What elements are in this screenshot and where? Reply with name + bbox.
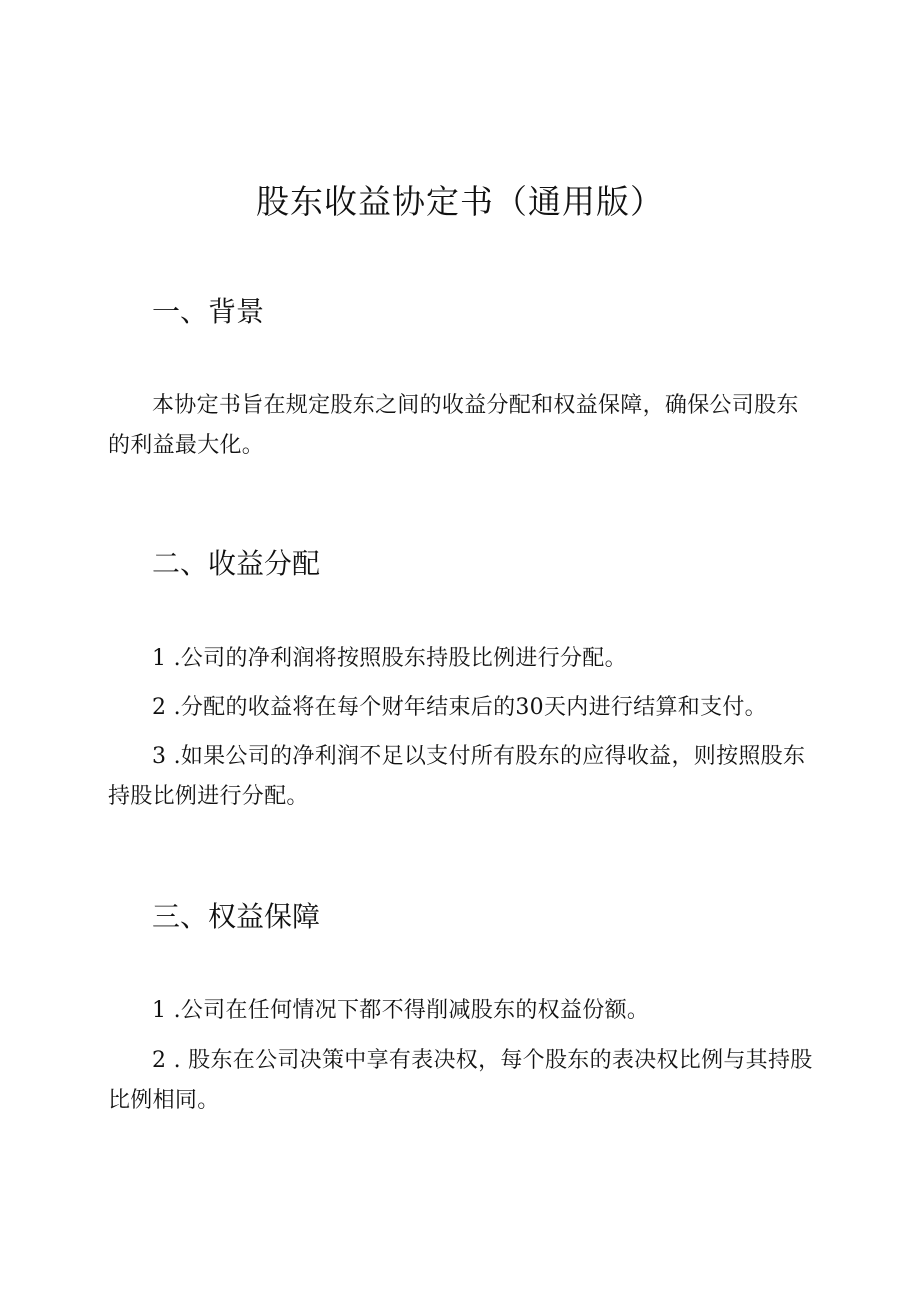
- section-heading-distribution: 二、收益分配: [152, 547, 321, 580]
- section-heading-protection: 三、权益保障: [152, 900, 321, 933]
- paragraph-protection-1: 1 .公司在任何情况下都不得削减股东的权益份额。: [152, 998, 650, 1023]
- document-title: 股东收益协定书（通用版）: [256, 182, 664, 221]
- paragraph-distribution-3: 3 .如果公司的净利润不足以支付所有股东的应得收益，则按照股东持股比例进行分配。: [108, 744, 806, 809]
- paragraph-protection-2: 2 . 股东在公司决策中享有表决权，每个股东的表决权比例与其持股比例相同。: [108, 1048, 813, 1113]
- section-heading-background: 一、背景: [152, 295, 265, 328]
- paragraph-distribution-2: 2 .分配的收益将在每个财年结束后的30天内进行结算和支付。: [152, 695, 767, 720]
- paragraph-distribution-1: 1 .公司的净利润将按照股东持股比例进行分配。: [152, 646, 627, 671]
- paragraph-background: 本协定书旨在规定股东之间的收益分配和权益保障，确保公司股东的利益最大化。: [108, 393, 799, 458]
